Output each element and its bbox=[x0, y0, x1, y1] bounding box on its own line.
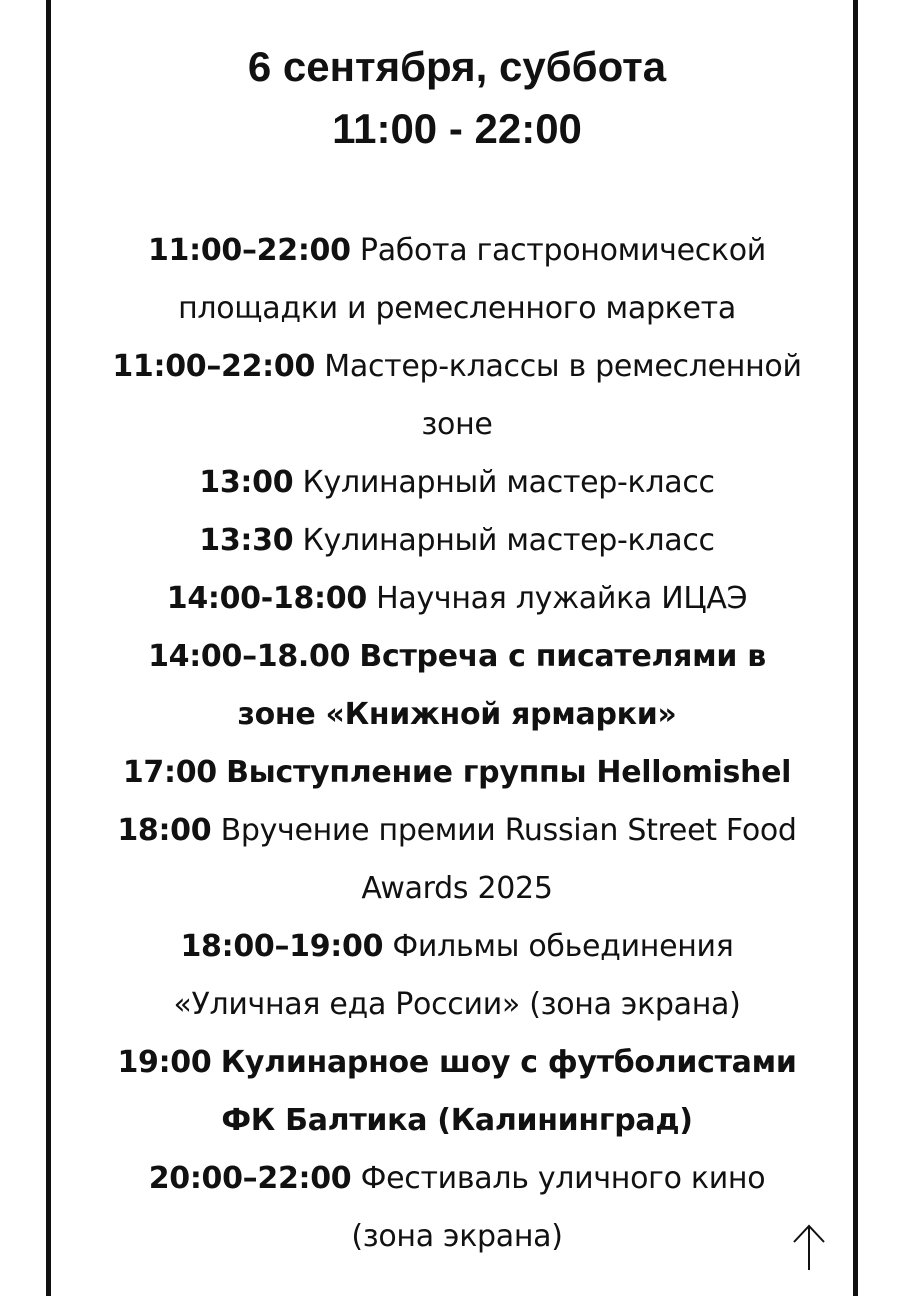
schedule-description: Кулинарное шоу с футболистами ФК Балтика (Калининград) bbox=[220, 1045, 797, 1138]
schedule-item bbox=[107, 1034, 807, 1150]
schedule-description: Мастер-классы в ремесленной зоне bbox=[324, 349, 802, 442]
schedule-description: Встреча с писателями в зоне «Книжной ярмарки» bbox=[237, 639, 766, 732]
schedule-item bbox=[107, 628, 807, 744]
schedule-description: Фестиваль уличного кино (зона экрана) bbox=[351, 1161, 766, 1254]
schedule-description: Выступление группы Hellomishel bbox=[226, 755, 792, 790]
schedule-time: 18:00–19:00 bbox=[180, 929, 384, 964]
schedule-description: Работа гастрономической площадки и ремесленного маркета bbox=[178, 233, 767, 326]
schedule-item bbox=[107, 918, 807, 1034]
schedule-item bbox=[107, 512, 807, 570]
schedule-time: 13:00 bbox=[199, 465, 294, 500]
schedule-description: Вручение премии Russian Street Food Awards 2025 bbox=[220, 813, 797, 906]
schedule-item bbox=[107, 454, 807, 512]
schedule-time: 19:00 bbox=[117, 1045, 212, 1080]
event-hours: 11:00 - 22:00 bbox=[332, 105, 582, 152]
arrow-up-icon[interactable] bbox=[792, 1222, 826, 1272]
schedule-time: 14:00–18.00 bbox=[148, 639, 351, 674]
schedule-item bbox=[107, 338, 807, 454]
schedule-item bbox=[107, 222, 807, 338]
schedule-item bbox=[107, 744, 807, 802]
schedule-item bbox=[107, 570, 807, 628]
schedule-time: 14:00-18:00 bbox=[166, 581, 367, 616]
schedule-time: 11:00–22:00 bbox=[112, 349, 316, 384]
schedule-time: 18:00 bbox=[117, 813, 212, 848]
schedule-description: Научная лужайка ИЦАЭ bbox=[376, 581, 748, 616]
event-date: 6 сентября, суббота bbox=[247, 43, 667, 90]
schedule-time: 13:30 bbox=[199, 523, 294, 558]
schedule-item bbox=[107, 1150, 807, 1266]
schedule-list bbox=[0, 222, 914, 1266]
schedule-item bbox=[107, 802, 807, 918]
schedule-time: 17:00 bbox=[122, 755, 217, 790]
schedule-description: Фильмы обьединения «Уличная еда России» (зона экрана) bbox=[173, 929, 741, 1022]
schedule-time: 20:00–22:00 bbox=[148, 1161, 352, 1196]
schedule-description: Кулинарный мастер-класс bbox=[302, 465, 715, 500]
schedule-time: 11:00–22:00 bbox=[147, 233, 351, 268]
schedule-description: Кулинарный мастер-класс bbox=[302, 523, 715, 558]
